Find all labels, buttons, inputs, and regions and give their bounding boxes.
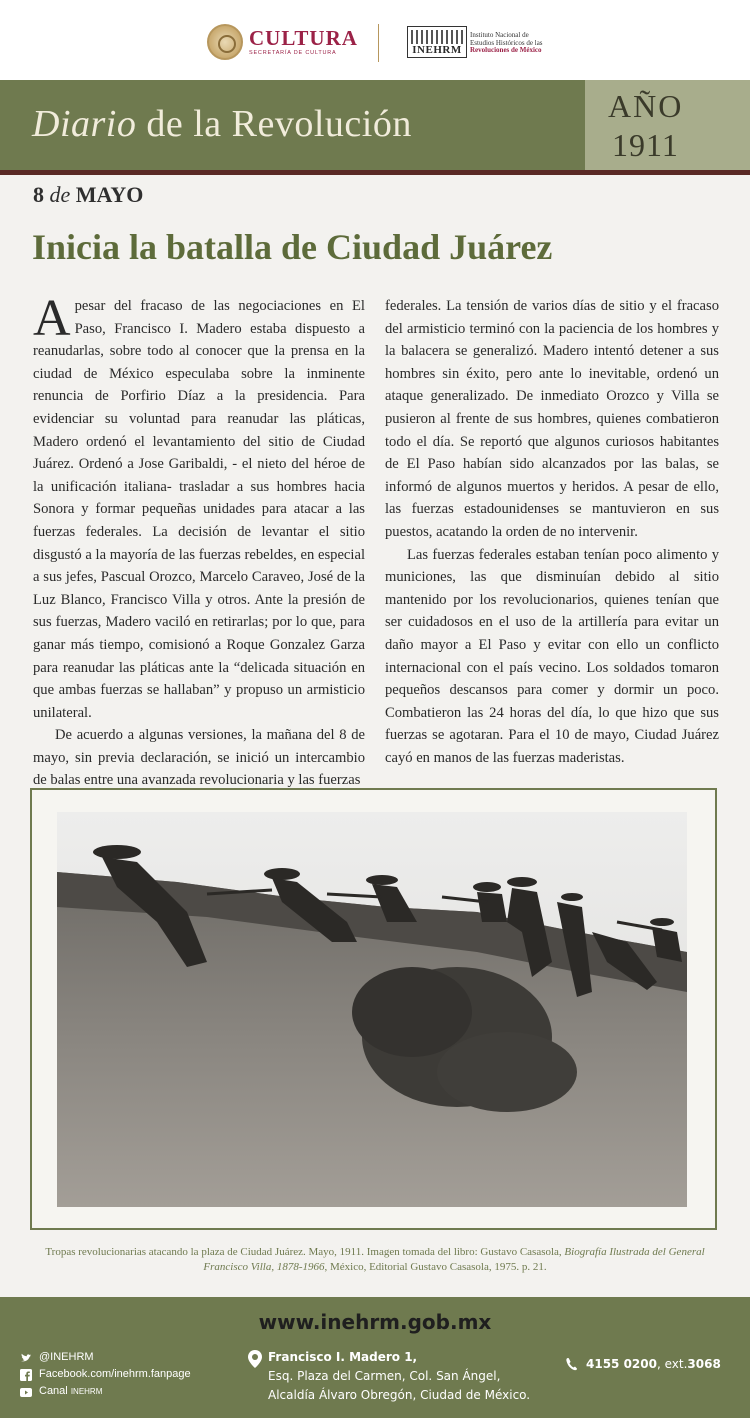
twitter-link[interactable] <box>20 1349 191 1366</box>
phone-contact[interactable] <box>566 1357 721 1371</box>
address <box>268 1348 530 1405</box>
photo-illustration <box>57 812 687 1207</box>
paragraph: federales. La tensión de varios días de sitio y el fracaso del armisticio terminó con la paciencia de los hombres y la balacera se generalizó. Madero intentó detener a sus hombres sin éxito, pero ante lo inevitable, ordenó un ataque generalizado. De inmediato Orozco y Villa se pusieron al frente de sus hombres, quienes combatieron todo el día. Se reportó que algunos curiosos habitantes de El Paso habían sido alcanzados por las balas, se informó de algunos muertos y heridos. A pesar de ello, las fuerzas estadounidenses se mantuvieron en sus puestos, acatando la orden de no intervenir. <box>385 298 719 540</box>
caption-text: Tropas revolucionarias atacando la plaza de Ciudad Juárez. Mayo, 1911. Imagen tomada del libro: Gustavo Casasola, <box>45 1246 565 1258</box>
youtube-icon <box>20 1386 32 1398</box>
header-rule <box>0 170 750 175</box>
year-label: AÑO <box>608 88 684 124</box>
article-column-left <box>33 290 365 792</box>
phone-ext-label: , ext. <box>656 1357 688 1371</box>
paragraph: De acuerdo a algunas versiones, la mañana del 8 de mayo, sin previa declaración, se inició un intercambio de balas entre una avanzada revolucionaria y las fuerzas <box>33 727 365 789</box>
date-de: de <box>49 182 71 207</box>
paragraph-text: pesar del fracaso de las negociaciones en El Paso, Francisco I. Madero estaba dispuesto a reanudarlas, sobre todo al conocer que la prensa en la ciudad de México especulaba sobre la inminente renuncia de Porfirio Díaz a la presidencia. Para evidenciar su voluntad para reanudar las pláticas, Madero ordenó el levantamiento del sitio de Ciudad Juárez. Ordenó a Jose Garibaldi, - el nieto del héroe de la unificación italiana- trasladar a sus hombres hacia Sonora y formar pequeñas unidades para atacar a las fuerzas federales. La decisión de levantar el sitio disgustó a la mayoría de las fuerzas rebeldes, en especial a sus jefes, Pascual Orozco, Marcelo Caraveo, José de la Luz Blanco, Francisco Villa y otros. Ante la presión de sus fuerzas, Madero vaciló en retirarlas; por lo que, para ganar más tiempo, comisionó a Roque Gonzalez Garza para reanudar las pláticas ante la “delicada situación en que ambas fuerzas se hallaban” y propuso un armisticio unilateral. <box>33 298 365 721</box>
inehrm-desc-line: Revoluciones de México <box>470 46 542 54</box>
address-line: Alcaldía Álvaro Obregón, Ciudad de México. <box>268 1388 531 1402</box>
website-link[interactable]: www.inehrm.gob.mx <box>258 1310 492 1334</box>
paragraph <box>33 290 365 724</box>
logo-divider <box>378 24 379 62</box>
caption-book-title: Biografía Ilustrada del General Francisco Villa, 1878-1966 <box>203 1246 705 1273</box>
photo-caption <box>30 1245 720 1275</box>
inehrm-desc-line: Estudios Históricos de las <box>470 38 543 47</box>
youtube-link[interactable] <box>20 1383 191 1400</box>
logo-bar <box>0 0 750 80</box>
date-month: MAYO <box>75 182 144 207</box>
youtube-channel: INEHRM <box>70 1387 103 1396</box>
title-rest: de la Revolución <box>136 103 412 145</box>
headline: Inicia la batalla de Ciudad Juárez <box>32 227 553 267</box>
phone-icon <box>566 1357 578 1371</box>
facebook-link[interactable] <box>20 1366 191 1383</box>
twitter-icon <box>20 1352 32 1364</box>
phone-extension: 3068 <box>687 1357 721 1371</box>
inehrm-desc-line: Instituto Nacional de <box>470 31 529 39</box>
inehrm-logo <box>407 26 467 58</box>
social-links <box>20 1349 191 1400</box>
historical-photo <box>57 812 687 1207</box>
facebook-icon <box>20 1369 32 1381</box>
publication-title <box>32 102 412 146</box>
address-street: Francisco I. Madero 1, <box>268 1350 418 1364</box>
drop-cap: A <box>33 290 71 347</box>
twitter-handle: @INEHRM <box>39 1351 94 1363</box>
inehrm-label: INEHRM <box>412 44 462 56</box>
cultura-name: CULTURA <box>249 26 358 50</box>
caption-tail: , México, Editorial Gustavo Casasola, 1975. p. 21. <box>324 1261 547 1273</box>
year-value: 1911 <box>612 127 679 163</box>
address-line: Esq. Plaza del Carmen, Col. San Ángel, <box>268 1369 501 1383</box>
cultura-logo <box>207 22 358 62</box>
cultura-subtitle: SECRETARÍA DE CULTURA <box>249 50 337 56</box>
article-column-right <box>385 295 719 769</box>
national-seal-icon <box>207 24 243 60</box>
location-pin-icon <box>248 1350 262 1368</box>
date-day: 8 <box>33 182 44 207</box>
facebook-url: Facebook.com/inehrm.fanpage <box>39 1368 191 1380</box>
article-date <box>33 182 143 208</box>
paragraph: Las fuerzas federales estaban tenían poco alimento y municiones, las que disminuían debido al sitio mantenido por los revolucionarios, quienes tenían que ser cuidadosos en el uso de la artillería para evitar un daño mayor a El Paso y evitar con ello un conflicto internacional con el país vecino. Los soldados tomaron pequeños descansos para comer y dormir un poco. Combatieron las 24 horas del día, lo que hizo que sus fuerzas se agotaran. Para el 10 de mayo, Ciudad Juárez cayó en manos de las fuerzas maderistas. <box>385 546 719 766</box>
building-icon <box>411 30 463 44</box>
title-italic: Diario <box>32 103 137 145</box>
youtube-prefix: Canal <box>39 1385 68 1397</box>
phone-number: 4155 0200 <box>586 1357 657 1371</box>
inehrm-description <box>470 32 543 55</box>
